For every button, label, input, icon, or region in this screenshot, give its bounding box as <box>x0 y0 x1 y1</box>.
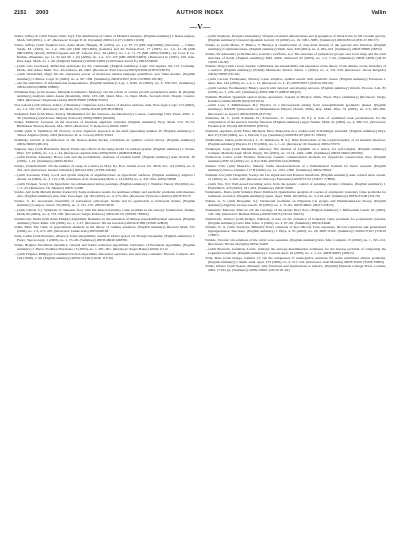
index-entry: Vaklyn, G. V. (with Dragomir, S.): Variational problems on Nilpotent Lie groups and Hamiltonian-Lie theory. (English summary) Algebras Groups Geom. 18 (2001), no. 1, 71–82. 2003f:49021 (49J15 22E25) <box>205 199 386 208</box>
index-entry: Vadimsky Gerald: A modification of the Nelson–Kuhn–Tucker conditions in optimal control theory. (English summary) 2003e:58003 (90C25) <box>14 137 195 146</box>
index-entry: —(with Lara, J. Mühlhaeuser, D.): Physics of a microsystem arising from nonequilibrium geometric phases. (English summary) XXXIII Symposium on Mathematical Physics (Toruń, 2002). Rep. Math. Phys. 51 (2003), no. 2-3, 285–296. (Reviewer: A. Gusev) 2003e:81043 (81V10) <box>205 103 386 116</box>
index-entry: Valentin, Herman: Quantum optical stroke operations. Journal of Physics: Math. Theor. Phys. (Summary) (Reviewer: Sergio Polidoro) 2003e:81038 (81Q10 81S10) <box>205 94 386 103</box>
running-head <box>14 10 386 20</box>
right-column <box>205 34 386 522</box>
index-entry: —On the semantics of informational independence. (English summary) Log. J. IGPL 10 (2002), no. 3, 339–352. (Summary) 2003e:03053 (03B60 03B65) <box>14 81 195 90</box>
index-entry: Valkó, Béla: The value of approximate methods in the theory of cellular automata. (English summary) Discrete Math. 255 (2002), no. 1-3, 271–287. (Reviewer: Jarkko Kari) 2003d:68138 <box>14 225 195 234</box>
index-entry: Valdez, M. Alexandra (with Barreiro, Gonzalo; Goffredo, G.): The structure of symplectic groups over local rings and the orbit structure of fields. (English summary) Publ. Math. Debrecen 62 (2003), no. 1-2, 7–42. (Summary) 2003f:14059 (14L35 11E95 14L30) <box>205 51 386 64</box>
index-entry: Vadier, Matthew: Lectures on the structure of invariant algebraic varieties. (English summary) Prog. Math. 213. 55–72, Birkhäuser Boston, Boston, MA, 2002. (Reviewer: V. Kasparov) 2003e:14057 <box>14 120 195 129</box>
index-entry: Vallée, Olivier (with Soares, Manuel): Airy functions and applications to physics. (English) Imperial College Press, London, 2004. x+194 pp. (Summary) 2003e:33001 (33C10 81-02) <box>205 264 386 273</box>
index-entry: Valdeceval, Carlos (with Thomas; Peterson): Generic computational methods for hyperbolic conservation laws. (English summary) BIT 42 (2002), no. 4, 812–846. 2003f:65144 (65M06) <box>205 155 386 164</box>
index-entry: Vaidya, Chandramouli: On the number of cusps in a lattice in SL(2, R). Proc. Indian Acad. Sci. Math. Sci. 112 (2002), no. 3, 301–316. (Reviewer: Gisbert Wüstholz) 2003d:11061 (11F06 22E40) <box>14 164 195 173</box>
index-entry: —(with Borwein, Jonathan; Lewis, Adrian): An entropy-maximization technique for the inverse problem of computing the Legendre transform. (English summary) J. Convex Anal. 10 (2003), no. 1, 1–12. 2003f:49055 (49N15) <box>205 246 386 255</box>
index-entry: —(with Ghosh, S.): Synthesis of transonic flow with the mixed boundary value problem in the entropy formulation. Numer. Math. 90 (2002), no. 4, 733–790. (Reviewer: Sergio Polidoro) 2003e:65131 (65N30 76M10) <box>14 207 195 216</box>
index-entry: Vaisman, Izu (with Dragomir, Sorin): On Lie algebroids and Poisson manifolds. (English summary) Ann. Global Anal. Geom. 21 (2002), no. 3, 209–226. (Reviewer: Rui Loja Fernandes) 2003f:53151 (53D17 17B66) <box>205 172 386 181</box>
index-entry: Valdebenito, Paulo (with Schmid, Peter; Dalibard): Quantitative analysis of a series of asymptotic boundary value problems for nonlinear acoustics. (English summary) Quart. Appl. Math. 60 (2002), no. 3, 419–440. (Summary) 2003e:35166 (35L70) <box>205 190 386 199</box>
index-entry: —(with Pereira, Amadeu): Heavy tails and the probabilistic structure of random fields. (English summary) Ann. Probab. 30 (2002), 1–16. (Summary) 2003e:60104 <box>14 155 195 164</box>
index-entry: —(with Cacioli, Ferdinando; Mauro): Laser adaptive optimal search with quadratic losses. (English summary) European J. Oper. Res. 142 (2002), no. 1-2, 1–15. (Reviewer: G. L. P.) 2003f:65071 (65K10 90C29) <box>205 77 386 86</box>
index-entry: Valle, Raul (with Ortega, Gabriel J.): On the uniqueness of nonnegative solutions for some semilinear elliptic problems. (English summary) J. Math. Anal. Appl. 273 (2002), no. 2, 515–532. (Reviewer: Jean Mawhin) 2003f:35100 (35J60 35B05) <box>205 255 386 264</box>
left-column <box>14 34 195 522</box>
index-entry: Valenzuela, Marcelo; Marcos: On the topology of the planar Ricci flow. (English summary) J. Differential Geom. 61 (2002), 129–160. (Reviewer: Helmut Pfister) 2003b:53075 (53C44 35K55) <box>205 207 386 216</box>
index-entry: Valdmanhan, Stefan (with Kovács, L. P.; Dubikova, B. S.): Time fluctuations of the rough boundary of an unstable interface. (English summary) Physica D 170 (2002), no. 1, 1–12. (Reviewer: M. Kessler) 2003e:37079 <box>205 137 386 146</box>
index-entry: Valentina, M. C. (with Scheinik, H.; Echebarría, V.; Guarrera, M. F.): A class of optimized rank perturbations for the computation of the spectral transfer function. (English summary) Appl. Numer. Math. 41 (2002), no. 4, 499–511. (Reviewer: Frederick W. Friedl) 2003f:65050 (65F15) <box>205 116 386 129</box>
range-word: Vallin <box>371 10 386 16</box>
index-entry: Vaaler, Jeffrey R. (with Cheers, Marc Jay): The distribution of values of Mahler's measure. (English summary) J. Reine Angew. Math. 540 (2001), 1–47. (Reviewer: Kroger P. D. Unyankil) 2003a:11127 (11R06 11C08) <box>14 34 195 43</box>
index-columns <box>14 34 386 522</box>
index-entry: Vaillancourt, Rémi (with Alain Pinsky): Algorithm: Remarks on the extension of bilinear pseudodifferential operators. (English summary) Stud. Math. 150 (2002), no. 1, 1–27. (Reviewer: Nicola Garofalo) 2003e:47089 (35S05 42B20) <box>14 216 195 225</box>
index-entry: Valle, Giulia (with Fiorenza, Alberto): Some integrability results in Orlicz spaces via Young's inequality. (English summary) J. Funct. Spaces Appl. 1 (2003), no. 1, 33–48. (Summary) 2003f:46040 (46E30) <box>14 234 195 243</box>
index-entry: —(with Wesserfeld, Dag): On the expressive power of monotone natural language quantifiers over finite models. (English summary) J. Philos. Logic 31 (2002), no. 4, 327–358. (Summary) 2003f:03037 (03C13 03B65 03C80) <box>14 72 195 81</box>
index-entry: Vaderlind, Paul (with Pérez, Pedro): Mathematics for the Sciences. An Introductory Course. Cambridge Univ. Press. 2002. 1–30. (Summary) (Reviewer: Mirjana Sotirović) 2003g:00003 (00A06) <box>14 111 195 120</box>
page-number: 2151 <box>14 10 27 16</box>
index-entry: Väänänen Rejo (with Aarnes, Mazurek Korshunov, Mazzeo): On the robust of certain growth perturbation terms. B. (English summary) Analysis under Aspen (Roskilde), 2002, 133–148, Quad. Mat., 11, Dept. Math., Seconda Univ. Napoli, Caserta, 2002. (Reviewer: Raymond Lubin) 2003f:35080 (35B40 35J65) <box>14 89 195 103</box>
index-entry: Valentini, Agostino (with Faini, Michael): Heat dissipation in a double-well Schrödinger potential. (English summary) Phys. Rev. E (3) 66 (2002), no. 1, 016120, 5 pp. (Summary) 2003f:82107 (82C31 76S05) <box>205 129 386 138</box>
index-entry: Valerievich, Zarinov (with Krüger, Nikolai): A note on the existence of boundary value problems for polynomial systems. (English summary) Cubo Mat. Educ. 4 (2002), no. 2, 87–99. (Summary) 2003e:34048 <box>205 216 386 225</box>
section-letter: —V— <box>189 22 211 31</box>
index-entry: —(with Flajolet, Philippe): Continued fraction algorithms, functional operators, and structure constants. Theoret. Comput. Sci. 194 (1998), 1–34. (English summary) 2003e:11130 (11K50 11Y16) <box>14 251 195 260</box>
index-entry: Valdipayel, Jorge (with Bermúdez, Alfredo): The method of Lighthill on a lattice, for self-weights. (English summary) Comput. Methods Appl. Mech. Engrg. 191 (2002), no. 13-14, 1445–1466. (Summary) 2003d:74064 (65N30) <box>205 146 386 155</box>
index-entry: —(with Stephens, Douglas Alexander): Warped rotational deformations and propagation of black holes in 5D vacuum gravity. (English summary) Classical Quantum Gravity 19 (2002), no. 19, 5061–5085. (Summary) 2003b:83122 (83C15 83C57) <box>205 34 386 43</box>
year-label: 2003 <box>36 10 49 16</box>
index-entry: —(with Sorensen, Erik): Local and global analysis of eigenfunctions on hyperbolic surfaces. (English summary) Algebra i Analiz 14 (2002), no. 2, 115–138; translation in St. Petersburg Math. J. 14 (2003), no. 2, 347–364. 2003e:58048 <box>14 172 195 181</box>
index-entry: —(with Wolpert, Scott): On hyperbolic two-dimensional lattice packings. (English summary) J. Number Theory 96 (2002), no. 1, 3–23. (Reviewer: Ch. Meister) 2003c:11080 <box>14 181 195 190</box>
index-entry: Valdés, A. (with Mateo, F. Blanco, V. Bueno): A classification of cusp-form models of the spectral zeta function. (English summary) Communications. (English summary) Math. Ann. 329 (2001), no. 3, 405–423. (Summary) 2003f:58009 (58J52) <box>205 42 386 51</box>
index-entry: Vallade, Vicente: On solutions of the cubic wave equation. (English summary) Rev. Mat. Complut. 15 (2002), no. 1, 195–212. (Reviewer: Nicola Visciglia) 2003e:35200 <box>205 238 386 247</box>
index-entry: —(with Yan, D.): Well-posed incoming wave from the generic control of spinning circular cylinders. (English summary) J. Fluid Mech. 470 (2002), 181–204. (Summary) 2003f:76040 <box>205 181 386 190</box>
index-entry: Vaidya, U. K.: Aeroelastic instability of pretwisted, orthotropic beams and its application to helicopter blades. (English summary) Compos. Struct. 56 (2002), no. 2, 155–170. 2003d:74036 <box>14 199 195 208</box>
index-entry: Vagnoni, Sara (with Holzmann, Peter): Finite size effects in the Ising model on random graphs. (English summary) J. Statist. Phys. 107 (2002), no. 1-2, 1–34. (Reviewer: Ayumu Oda) 2003g:82011 (82B20 82B44) <box>14 146 195 155</box>
index-entry: Vadim (with V. Vermilion, M. Ivanov): A new algebraic approach in the shaft generating number. B. (English summary) J. Tensor Algebra (Ulm), 2003 (Reviewer: D. A. Coxon) 2003c:32012 <box>14 129 195 138</box>
index-entry: Vaidya, Ajit (with Mirjam Krtinić Zarković): Some existence results for nonlinear elliptic and parabolic problems with measure data. (English summary) Ann. Mat. Pura Appl. (4) 181 (2002), no. 4, 275–302. (Reviewer: Francesco Petitta) 2003f:35110 <box>14 190 195 199</box>
index-entry: Vallée, Brigitte: Euclidean dynamics: rational and lattice reduction algorithms. Dynamics of Euclidean algorithms. (English summary) J. Théor. Nombres Bordeaux 15 (2003), no. 1, 281–301. (Reviewer: Roger Baker) 2003d:11112 <box>14 242 195 251</box>
index-title: AUTHOR INDEX <box>176 10 224 16</box>
index-entry: Vad, Lakoté (with Gibson, John L.): Boundary complexes and a theory of abstract surfaces. Ann. Pure Appl. Logic 113 (2002), no. 1-3, 319–337. (Reviewer: Ph. Math. Ed.) 2003e:03148 (03C80 03B45) <box>14 102 195 111</box>
index-entry: Valente, Ulric (with Mauricio, Simon): Some characterizations of a mathematical formula for linear systems. (English summary) Nuovo Cimento 117 B (2002), no. 12, 1351–1360. (Summary) 2003e:78022 <box>205 164 386 173</box>
index-entry: Validan, N. A. (with Savelyev, Mikhail): Exact solutions of Kac–Moody Toda equations, Riccati equations and generalized hypergeometric functions. (English summary) J. Phys. A 35 (2002), no. 29, 6087–6102. (Summary) 2003d:37107 (37K10 17B67) <box>205 225 386 238</box>
index-entry: —(with Gasbar, Ferdinando): Binary search with delayed and missing answers. (English summary) Inform. Process. Lett. 85 (2003), no. 5, 229–247. (Summary) 2003c:68015 (68P10 68Q25) <box>205 85 386 94</box>
index-entry: —(with Lars Jacobson): Reflection principles for the continuum. (English summary) Logic and algebra, 99–113, Contemp. Math., 302, Amer. Math. Soc., Providence, RI, 2002. (Reviewer: Paul Larson) 2003g:03004 (03E50 03E35) <box>14 63 195 72</box>
index-entry: Vaaler, Jeffrey (with Vaughan Jaco, Anna Mark; Haugen, H. (1993), no. 1-2, 67–75 [MR 94g:54039] (Sarrazin) — Ulmer, Sarah, M. (1993), no. 1-2, 109–120 [MR 93j:54025] (Gentile) and M. Fenton-Ford. 77 (1997), no. 1-2, 41–46 [MR 98k:54055] (Ravel) 2003a:Coppens and M. Cenoni, Proc. 64 (2001), no. 1-2, 71–75 [MR 2000e:54009]—by Coxe P. Le. Ramus. Zhnensko, pp. 11–32 and M. 1 (5) (2002), no. 1-2, 117–125 [MR 2003f:54003]. (Reviewed in (1997), 109. Ann. Pure Appl. Math. 21. 1–40. (English) Summary) 2003d:54002 (with Ernest Stuart E.) 2003d:54009 <box>14 42 195 64</box>
index-entry: Valente, Tiago (with Cerrai, Sandra; Guillemin): An extendability and extension of the theory of the density on the boundary of a surface. (English summary) (SIAM) Multiscale Model. Simul. 1 (2002), no. 4, 531–558. (Reviewer: Jarrod Delgado) 2003g:53098 (53C44) <box>205 64 386 77</box>
